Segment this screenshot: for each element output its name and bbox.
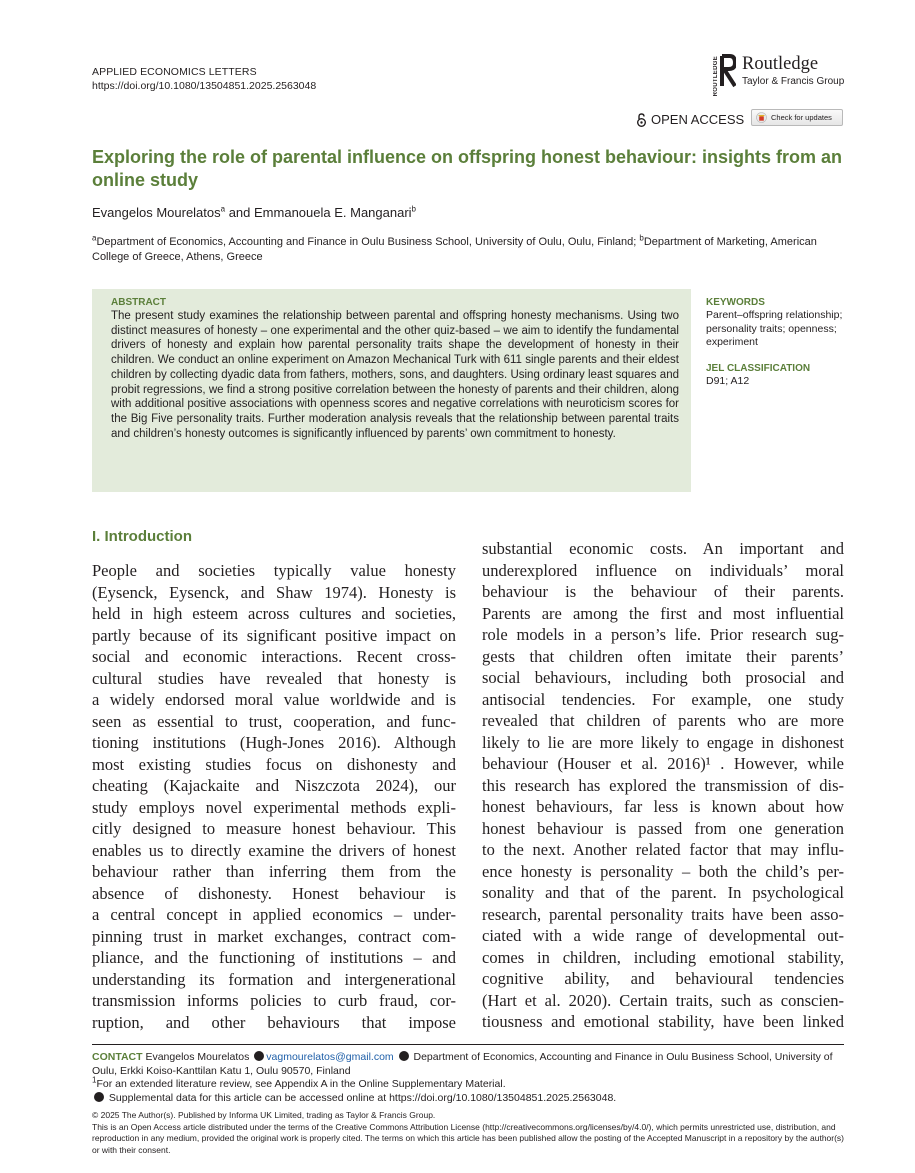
publisher-group: Taylor & Francis Group [742,76,845,87]
check-for-updates-button[interactable] [751,109,843,126]
body-text-line: comes in children, including emotional stability, [482,947,844,967]
publisher-vertical-text: ROUTLEDGE [713,56,719,97]
authors [92,205,416,220]
contact-label: CONTACT [92,1051,143,1063]
body-text-line: partly because of its significant positive impact on [92,625,456,645]
body-text-line: sonality and that of the parent. In psychological [482,883,844,902]
jel-heading: JEL CLASSIFICATION [706,363,811,374]
body-text-line: tioning institutions (Hugh-Jones 2016). Although [92,733,456,752]
crossmark-icon [756,112,767,123]
body-text-line: research, parental personality traits have been asso- [482,904,844,924]
body-text-line: absence of dishonesty. Honest behaviour is [92,883,456,903]
body-text-line: seen as essential to trust, cooperation, and func- [92,711,456,731]
body-text-line: a central concept in applied economics – under- [92,905,456,924]
body-text-line: study employs novel experimental methods expli- [92,797,456,817]
body-column-right [482,538,844,1033]
author-name[interactable]: Evangelos Mourelatos [92,205,221,220]
body-text-line: ruption, and other behaviours that impose [92,1012,456,1032]
publisher-logo [706,52,856,96]
body-text-line: People and societies typically value honesty [92,561,456,580]
footnote-1 [92,1075,506,1090]
email-link[interactable]: vagmourelatos@gmail.com [266,1051,394,1063]
open-access-label: OPEN ACCESS [651,112,745,127]
affiliation-marker: a [220,204,226,214]
body-text-line: honest behaviour is passed from one generation [482,818,844,838]
copyright-notice [92,1110,852,1156]
body-text-line: substantial economic costs. An important and [482,539,844,558]
section-heading: I. Introduction [92,528,192,545]
body-text-line: Parents are among the first and most influential [482,603,844,623]
body-text-line: a widely endorsed moral value worldwide and is [92,690,456,709]
doi-link[interactable]: https://doi.org/10.1080/13504851.2025.2563048 [92,80,317,92]
body-text-line: honest behaviours, far less is known about how [482,797,844,816]
body-text-line: (Eysenck, Eysenck, and Shaw 1974). Honesty is [92,582,456,602]
footnote-text: For an extended literature review, see Appendix A in the Online Supplementary Material. [96,1078,506,1090]
author-name[interactable]: Emmanouela E. Manganari [254,205,412,220]
body-text-line: ciated with a wide range of developmental out- [482,926,844,945]
body-text-line: (Hart et al. 2020). Certain traits, such as conscien- [482,990,844,1010]
body-text-line: pinning trust in market exchanges, contract com- [92,926,456,946]
publisher-name: Routledge [742,54,819,74]
affiliation-b: Department of Marketing, American College of Greece, Athens, Greece [92,236,817,263]
body-column-left [92,560,456,1033]
body-text-line: enables us to directly examine the drivers of honest [92,840,456,860]
body-text-line: revealed that children of parents who are more [482,711,844,730]
affiliation-a: Department of Economics, Accounting and Finance in Oulu Business School, University of Oulu, Oulu, Finland; [96,236,640,248]
abstract-text: The present study examines the relationship between parental and offspring honesty mechanisms. Using two distinct measures of honesty – one experimental and the other quiz-based – we aim to identify the fundamental drivers of honesty and explain how parental personality traits shape the development of honesty in their children. We conduct an online experiment on Amazon Mechanical Turk with 611 single parents and their eldest children by collecting dyadic data from fathers, mothers, sons, and daughters. Using ordinary least squares and probit regressions, we find a strong positive correlation between the honesty of parents and their children, along with additional positive associations with openness scores and negative correlations with neuroticism scores for the Big Five personality traits. Further moderation analysis reveals that the relationship between parental traits and children’s honesty outcomes is significantly influenced by parents’ own commitment to honesty. [111,310,679,440]
keywords-text: Parent–offspring relationship; personality traits; openness; experiment [706,309,843,348]
routledge-r-icon [706,52,736,90]
body-text-line: social behaviours, including both prosocial and [482,668,844,687]
footnote-marker: 1 [92,1075,97,1085]
author-separator: and [225,205,255,220]
footer-divider [92,1044,844,1045]
open-access-badge [636,112,744,127]
open-lock-icon [636,113,647,127]
body-text-line: this research has explored the transmission of dis- [482,775,844,795]
body-text-line: tiousness and emotional stability, have been linked [482,1012,844,1031]
body-text-line: ence honesty is personality – both the child’s per- [482,861,844,881]
body-text-line: most existing studies focus on dishonesty and [92,754,456,774]
article-title: Exploring the role of parental influence on offspring honest behaviour: insights from an online study [92,147,843,190]
keywords-heading: KEYWORDS [706,297,765,308]
email-icon [254,1051,264,1061]
body-text-line: antisocial tendencies. For example, one study [482,689,844,709]
copyright-line: © 2025 The Author(s). Published by Informa UK Limited, trading as Taylor & Francis Group. [92,1110,436,1120]
body-text-line: likely to lie are more likely to engage in dishonest [482,732,844,752]
contact-info [92,1050,852,1078]
body-text-line: cheating (Kajackaite and Niszczota 2024), our [92,776,456,795]
body-text-line: understanding its formation and intergenerational [92,969,456,989]
affiliation-marker: a [92,233,97,243]
contact-address: Department of Economics, Accounting and Finance in Oulu Business School, University of Oulu, Erkki Koiso-Kanttilan Katu 1, Oulu 90570, Finland [92,1051,833,1077]
affiliations [92,235,852,265]
check-for-updates-label: Check for updates [771,113,832,122]
body-text-line: pliance, and the functioning of institutions – and [92,948,456,967]
body-text-line: held in high esteem across cultures and societies, [92,604,456,623]
body-text-line: behaviour (Houser et al. 2016)¹ . However, while [482,754,844,773]
body-text-line: gests that children often imitate their parents’ [482,646,844,666]
affiliation-marker: b [411,204,416,214]
abstract-heading: ABSTRACT [111,297,166,308]
body-text-line: to the next. Another related factor that may influ- [482,840,844,859]
body-text-line: cultural studies have revealed that honesty is [92,668,456,688]
body-text-line: social and economic interactions. Recent cross- [92,647,456,666]
body-text-line: behaviour rather than inferring them from the [92,862,456,881]
affiliation-marker: b [639,233,644,243]
jel-codes: D91; A12 [706,375,750,387]
body-text-line: underexplored influence on individuals’ moral [482,560,844,580]
supplemental-note [92,1092,616,1104]
body-text-line: citly designed to measure honest behaviour. This [92,819,456,838]
body-text-line: cognitive ability, and behavioural tendencies [482,969,844,988]
body-text-line: transmission informs policies to curb fraud, cor- [92,991,456,1010]
address-icon [399,1051,409,1061]
supplemental-text[interactable]: Supplemental data for this article can be accessed online at https://doi.org/10.1080/13504851.2025.2563048. [106,1092,617,1104]
license-text: This is an Open Access article distributed under the terms of the Creative Commons Attribution License (http://creativecommons.org/licenses/by/4.0/), which permits unrestricted use, distribution, and reproduction in any medium, provided the original work is properly cited. The terms on which this article has been published allow the posting of the Accepted Manuscript in a repository by the author(s) or with their consent. [92,1121,845,1155]
body-text-line: role models in a person’s life. Prior research sug- [482,625,844,644]
journal-name: APPLIED ECONOMICS LETTERS [92,66,257,78]
download-icon [94,1092,104,1102]
contact-name: Evangelos Mourelatos [142,1051,253,1063]
body-text-line: behaviour is the behaviour of their parents. [482,582,844,601]
